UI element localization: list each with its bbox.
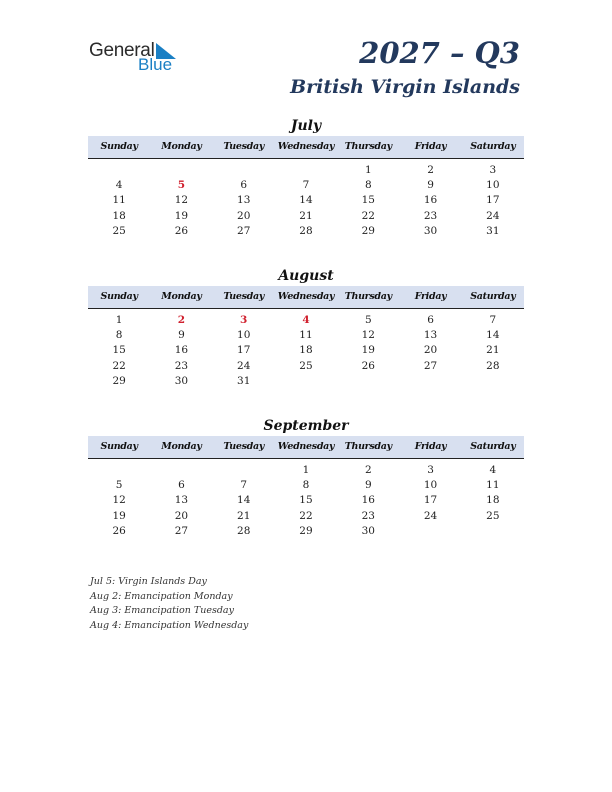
month-calendar-september xyxy=(88,416,524,539)
day-cell: 20 xyxy=(237,209,251,222)
day-cell: 1 xyxy=(302,464,310,476)
day-cell: 27 xyxy=(423,359,438,372)
day-cell: 5 xyxy=(115,479,123,492)
day-cell: 23 xyxy=(423,209,438,222)
holiday-note: Aug 2: Emancipation Monday xyxy=(90,590,233,602)
day-cell: 10 xyxy=(486,179,500,192)
day-cell: 22 xyxy=(112,359,126,372)
day-cell: 28 xyxy=(486,359,500,372)
day-cell: 12 xyxy=(112,494,126,507)
day-cell: 2 xyxy=(177,314,186,326)
weekday-label: Friday xyxy=(414,291,447,302)
weekday-label: Thursday xyxy=(344,291,392,302)
day-cell: 7 xyxy=(240,479,248,492)
weekday-label: Wednesday xyxy=(277,441,335,452)
weekday-label: Friday xyxy=(414,141,447,152)
day-cell: 4 xyxy=(489,464,497,476)
day-cell: 27 xyxy=(174,524,189,537)
day-cell: 24 xyxy=(237,359,251,372)
day-cell: 5 xyxy=(364,314,372,326)
day-cell: 22 xyxy=(299,509,313,522)
day-cell: 11 xyxy=(112,194,126,207)
day-cell: 18 xyxy=(299,344,313,357)
weekday-header xyxy=(88,286,524,309)
weekday-label: Wednesday xyxy=(277,141,335,152)
weekday-label: Tuesday xyxy=(223,291,265,302)
day-cell: 6 xyxy=(178,479,185,492)
day-cell: 19 xyxy=(112,509,126,522)
day-cell: 23 xyxy=(361,509,375,522)
day-cell: 30 xyxy=(174,374,189,387)
day-cell: 25 xyxy=(112,224,126,237)
day-grid xyxy=(88,163,524,239)
day-cell: 1 xyxy=(115,314,123,326)
day-cell: 26 xyxy=(112,524,126,537)
day-cell: 23 xyxy=(174,359,189,372)
day-cell: 24 xyxy=(423,509,438,522)
weekday-label: Monday xyxy=(161,141,202,152)
weekday-label: Sunday xyxy=(100,291,138,302)
day-cell: 14 xyxy=(486,329,500,342)
day-cell: 13 xyxy=(174,494,189,507)
weekday-label: Monday xyxy=(161,441,202,452)
weekday-label: Monday xyxy=(161,291,202,302)
day-cell: 1 xyxy=(364,164,372,176)
empty-day-cell xyxy=(213,163,275,178)
day-cell: 9 xyxy=(364,479,372,492)
month-calendar-july xyxy=(88,116,524,239)
day-cell: 4 xyxy=(302,314,310,326)
empty-day-cell xyxy=(275,163,337,178)
day-cell: 14 xyxy=(237,494,251,507)
day-grid xyxy=(88,463,524,539)
day-cell: 12 xyxy=(174,194,189,207)
empty-day-cell xyxy=(399,524,461,539)
weekday-label: Sunday xyxy=(100,141,138,152)
empty-day-cell xyxy=(462,374,524,389)
weekday-label: Saturday xyxy=(470,141,516,152)
page-title: 2027 – Q3 xyxy=(359,36,520,70)
day-cell: 3 xyxy=(489,164,497,176)
weekday-label: Thursday xyxy=(344,141,392,152)
day-cell: 28 xyxy=(299,224,313,237)
day-cell: 12 xyxy=(361,329,375,342)
day-cell: 19 xyxy=(174,209,189,222)
empty-day-cell xyxy=(337,374,399,389)
day-cell: 29 xyxy=(361,224,375,237)
day-cell: 2 xyxy=(427,164,434,176)
weekday-label: Saturday xyxy=(470,441,516,452)
weekday-header xyxy=(88,436,524,459)
empty-day-cell xyxy=(462,524,524,539)
day-cell: 3 xyxy=(240,314,248,326)
month-title: September xyxy=(263,418,349,434)
empty-day-cell xyxy=(213,463,275,478)
day-cell: 16 xyxy=(423,194,438,207)
day-cell: 14 xyxy=(299,194,313,207)
day-cell: 8 xyxy=(115,329,123,342)
day-cell: 28 xyxy=(237,524,251,537)
day-cell: 10 xyxy=(423,479,438,492)
day-cell: 27 xyxy=(237,224,251,237)
day-cell: 31 xyxy=(486,224,500,237)
day-cell: 31 xyxy=(237,374,251,387)
day-cell: 21 xyxy=(486,344,500,357)
day-cell: 2 xyxy=(364,464,372,476)
day-cell: 15 xyxy=(361,194,375,207)
day-cell: 9 xyxy=(427,179,434,192)
weekday-label: Tuesday xyxy=(223,441,265,452)
day-cell: 26 xyxy=(361,359,375,372)
day-cell: 26 xyxy=(174,224,189,237)
day-cell: 5 xyxy=(177,179,186,192)
month-calendar-august xyxy=(88,266,524,389)
day-cell: 8 xyxy=(364,179,372,192)
weekday-header xyxy=(88,136,524,159)
weekday-label: Wednesday xyxy=(277,291,335,302)
weekday-label: Sunday xyxy=(100,441,138,452)
weekday-label: Thursday xyxy=(344,441,392,452)
day-cell: 21 xyxy=(237,509,251,522)
day-cell: 16 xyxy=(174,344,189,357)
day-cell: 11 xyxy=(299,329,313,342)
empty-day-cell xyxy=(275,374,337,389)
day-cell: 6 xyxy=(427,314,434,326)
day-cell: 15 xyxy=(299,494,313,507)
holiday-notes xyxy=(90,575,248,633)
empty-day-cell xyxy=(399,374,461,389)
day-cell: 15 xyxy=(112,344,126,357)
day-cell: 25 xyxy=(299,359,313,372)
day-cell: 10 xyxy=(237,329,251,342)
page-subtitle: British Virgin Islands xyxy=(290,76,520,98)
weekday-label: Saturday xyxy=(470,291,516,302)
day-cell: 17 xyxy=(486,194,500,207)
day-cell: 13 xyxy=(237,194,251,207)
day-cell: 24 xyxy=(486,209,500,222)
holiday-note: Aug 4: Emancipation Wednesday xyxy=(90,619,249,631)
day-cell: 19 xyxy=(361,344,375,357)
day-cell: 13 xyxy=(423,329,438,342)
day-cell: 6 xyxy=(240,179,248,192)
day-cell: 17 xyxy=(423,494,438,507)
day-cell: 8 xyxy=(302,479,310,492)
day-cell: 18 xyxy=(486,494,500,507)
logo-text-blue: Blue xyxy=(138,55,173,74)
day-cell: 11 xyxy=(486,479,500,492)
weekday-label: Friday xyxy=(414,441,447,452)
day-cell: 21 xyxy=(299,209,313,222)
day-cell: 17 xyxy=(237,344,251,357)
holiday-note: Aug 3: Emancipation Tuesday xyxy=(90,605,234,616)
day-grid xyxy=(88,313,524,389)
weekday-label: Tuesday xyxy=(223,141,265,152)
day-cell: 7 xyxy=(302,179,310,192)
day-cell: 29 xyxy=(299,524,313,537)
logo-text-general: General xyxy=(89,40,155,61)
day-cell: 22 xyxy=(361,209,375,222)
day-cell: 16 xyxy=(361,494,375,507)
day-cell: 18 xyxy=(112,209,126,222)
holiday-note: Jul 5: Virgin Islands Day xyxy=(90,576,207,587)
empty-day-cell xyxy=(88,163,150,178)
day-cell: 25 xyxy=(486,509,500,522)
day-cell: 7 xyxy=(489,314,497,326)
day-cell: 20 xyxy=(423,344,438,357)
empty-day-cell xyxy=(150,463,212,478)
day-cell: 29 xyxy=(112,374,126,387)
empty-day-cell xyxy=(88,463,150,478)
month-title: August xyxy=(278,268,334,284)
day-cell: 3 xyxy=(427,464,434,476)
brand-logo xyxy=(89,40,189,76)
empty-day-cell xyxy=(150,163,212,178)
day-cell: 30 xyxy=(423,224,438,237)
month-title: July xyxy=(290,118,322,134)
day-cell: 4 xyxy=(115,179,123,192)
day-cell: 30 xyxy=(361,524,375,537)
day-cell: 9 xyxy=(178,329,185,342)
day-cell: 20 xyxy=(174,509,189,522)
